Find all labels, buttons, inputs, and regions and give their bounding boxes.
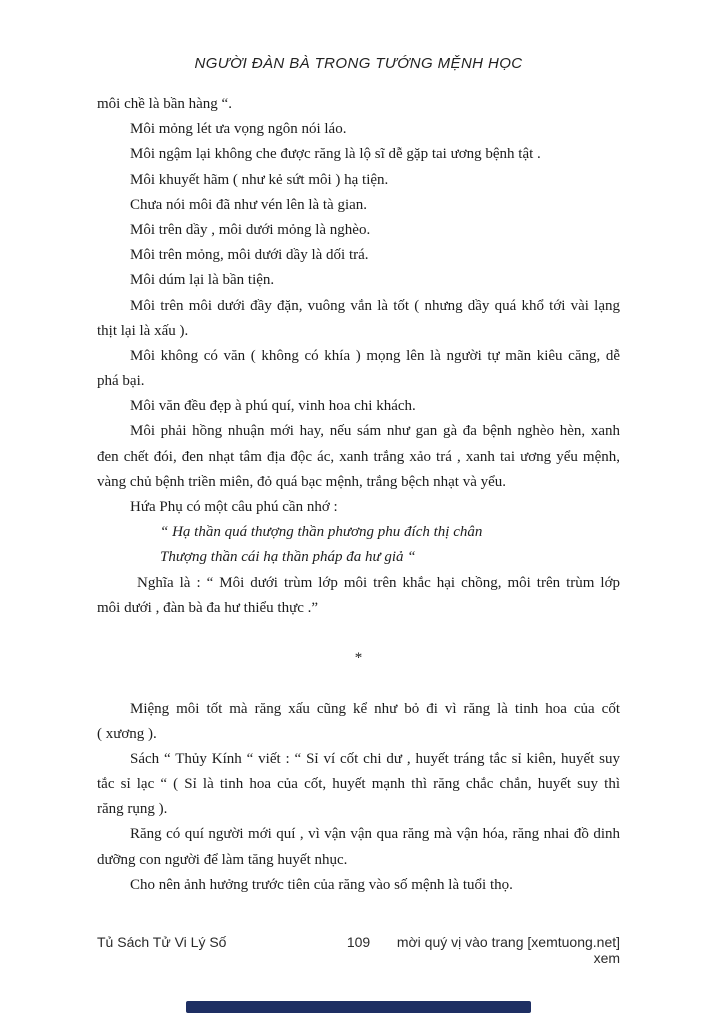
text-line (97, 621, 620, 646)
text-line: Môi không có văn ( không có khía ) mọng lên là người tự mãn kiêu căng, dễ (130, 347, 620, 364)
text-line: Môi trên mỏng, môi dưới dầy là dối trá. (130, 247, 369, 264)
text-line: ( xương ). (97, 725, 157, 742)
text-line: Chưa nói môi đã như vén lên là tà gian. (130, 196, 368, 213)
text-line: môi dưới , đàn bà đa hư thiểu thực .” (97, 599, 319, 616)
text-line: phá bại. (97, 373, 145, 390)
separator-asterisk: * (354, 650, 363, 667)
text-line: thịt lại là xấu ). (97, 322, 189, 339)
bottom-bar (186, 1001, 531, 1013)
text-line: Môi dúm lại là bần tiện. (130, 272, 275, 289)
text-line: Miệng môi tốt mà răng xấu cũng kể như bỏ đi vì răng là tinh hoa của cốt (130, 700, 620, 717)
text-line: Môi trên môi dưới đầy đặn, vuông vắn là tốt ( nhưng dầy quá khổ tới vài lạng (130, 297, 620, 314)
footer-series-label: Tủ Sách Tử Vi Lý Số (97, 934, 227, 950)
page-footer (97, 934, 620, 966)
text-line: vàng chủ bệnh triền miên, đỏ quá bạc mệnh, trắng bệch nhạt và yểu. (97, 473, 507, 490)
text-line: Thượng thần cái hạ thần pháp đa hư giả “ (160, 549, 416, 566)
text-line: Môi trên dầy , môi dưới mỏng là nghèo. (130, 221, 371, 238)
body-text (0, 92, 717, 898)
text-line: Nghĩa là : “ Môi dưới trùm lớp môi trên khắc hại chồng, môi trên trùm lớp (137, 574, 620, 591)
text-line: Sách “ Thủy Kính “ viết : “ Sỉ ví cốt chi dư , huyết tráng tắc sỉ kiên, huyết suy (130, 750, 620, 767)
text-line: Môi ngậm lại không che được răng là lộ sĩ dễ gặp tai ương bệnh tật . (130, 146, 541, 163)
footer-site-note: mời quý vị vào trang [xemtuong.net] xem (396, 934, 621, 966)
text-line: Môi mỏng lét ưa vọng ngôn nói láo. (130, 121, 347, 138)
text-line: Môi phải hồng nhuận mới hay, nếu sám như gan gà đa bệnh nghèo hèn, xanh (130, 423, 620, 440)
text-line (97, 671, 620, 696)
page-title: NGƯỜI ĐÀN BÀ TRONG TƯỚNG MỆNH HỌC (194, 55, 523, 72)
text-line: răng rụng ). (97, 801, 168, 818)
text-line: môi chề là bần hàng “. (97, 96, 232, 112)
text-line: Răng có quí người mới quí , vì vận vận qua răng mà vận hóa, răng nhai đồ dinh (130, 826, 620, 843)
text-line: dưỡng con người để làm tăng huyết nhục. (97, 851, 348, 868)
footer-page-number: 109 (346, 934, 371, 950)
text-line: “ Hạ thần quá thượng thần phương phu đích thị chân (160, 524, 483, 541)
text-line: Môi khuyết hãm ( như kẻ sứt môi ) hạ tiện. (130, 171, 389, 188)
text-line: tắc sỉ lạc “ ( Sỉ là tinh hoa của cốt, huyết mạnh thì răng chắc chắn, huyết suy thì (97, 776, 620, 793)
text-line: Hứa Phụ có một câu phú cần nhớ : (130, 499, 338, 515)
text-line: Cho nên ảnh hưởng trước tiên của răng vào số mệnh là tuổi thọ. (130, 876, 513, 893)
text-line: Môi văn đều đẹp à phú quí, vinh hoa chi khách. (130, 398, 416, 415)
text-line: đen chết đói, đen nhạt tâm địa độc ác, xanh trắng xảo trá , xanh tai ương yểu mệnh, (97, 448, 620, 465)
